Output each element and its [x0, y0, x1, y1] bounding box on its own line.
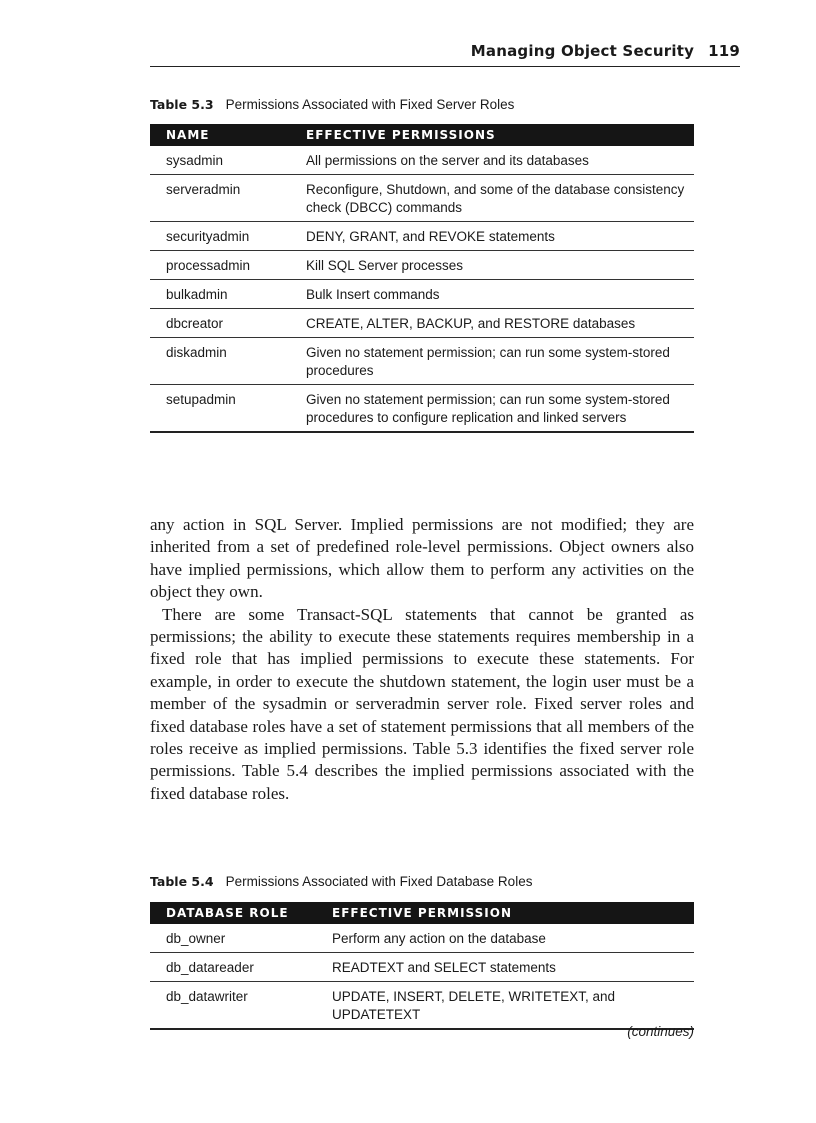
table-5-3-label: Table 5.3	[150, 97, 214, 112]
table-row	[150, 924, 694, 953]
role-permission: Kill SQL Server processes	[290, 251, 694, 280]
role-permission: UPDATE, INSERT, DELETE, WRITETEXT, and UPDATETEXT	[316, 982, 694, 1030]
role-name: dbcreator	[150, 309, 290, 338]
column-header-permission: EFFECTIVE PERMISSION	[316, 902, 694, 924]
body-paragraph: There are some Transact-SQL statements that cannot be granted as permissions; the ability to execute these statements requires membership in a fixed role that has implied permissions to execute these statements. For example, in order to execute the shutdown statement, the login user must be a member of the sysadmin or serveradmin server role. Fixed server roles and fixed database roles have a set of statement permissions that all members of the roles receive as implied permissions. Table 5.3 identifies the fixed server role permissions. Table 5.4 describes the implied permissions associated with the fixed database roles.	[150, 604, 694, 803]
role-permission: READTEXT and SELECT statements	[316, 953, 694, 982]
column-header-database-role: DATABASE ROLE	[150, 902, 316, 924]
table-row	[150, 309, 694, 338]
body-paragraph: any action in SQL Server. Implied permissions are not modified; they are inherited from a set of predefined role-level permissions. Object owners also have implied permissions, which allow them to perform any activities on the object they own.	[150, 515, 694, 602]
header-title: Managing Object Security	[470, 42, 695, 60]
table-row	[150, 953, 694, 982]
role-name: diskadmin	[150, 338, 290, 385]
body-text	[150, 514, 694, 805]
role-name: processadmin	[150, 251, 290, 280]
column-header-name: NAME	[150, 124, 290, 146]
table-row	[150, 175, 694, 222]
column-header-permissions: EFFECTIVE PERMISSIONS	[290, 124, 694, 146]
role-permission: Given no statement permission; can run some system-stored procedures to configure replication and linked servers	[290, 385, 694, 433]
continues-note: (continues)	[627, 1024, 694, 1039]
table-5-3-title: Permissions Associated with Fixed Server Roles	[225, 97, 515, 112]
table-5-4	[150, 902, 694, 1030]
table-row	[150, 982, 694, 1030]
table-row	[150, 146, 694, 175]
running-header	[150, 40, 740, 67]
role-permission: CREATE, ALTER, BACKUP, and RESTORE databases	[290, 309, 694, 338]
role-permission: All permissions on the server and its databases	[290, 146, 694, 175]
role-name: db_datawriter	[150, 982, 316, 1030]
table-header-row	[150, 902, 694, 924]
role-permission: DENY, GRANT, and REVOKE statements	[290, 222, 694, 251]
role-name: bulkadmin	[150, 280, 290, 309]
table-row	[150, 338, 694, 385]
role-name: sysadmin	[150, 146, 290, 175]
role-name: db_datareader	[150, 953, 316, 982]
role-permission: Reconfigure, Shutdown, and some of the database consistency check (DBCC) commands	[290, 175, 694, 222]
table-5-4-caption	[150, 873, 532, 891]
role-name: setupadmin	[150, 385, 290, 433]
table-row	[150, 251, 694, 280]
page-number: 119	[708, 42, 740, 60]
role-name: serveradmin	[150, 175, 290, 222]
table-5-4-label: Table 5.4	[150, 874, 214, 889]
table-header-row	[150, 124, 694, 146]
role-name: db_owner	[150, 924, 316, 953]
table-5-3	[150, 124, 694, 433]
table-5-4-title: Permissions Associated with Fixed Database Roles	[225, 874, 533, 889]
table-row	[150, 280, 694, 309]
table-row	[150, 222, 694, 251]
role-name: securityadmin	[150, 222, 290, 251]
role-permission: Bulk Insert commands	[290, 280, 694, 309]
table-5-3-caption	[150, 96, 514, 114]
role-permission: Given no statement permission; can run some system-stored procedures	[290, 338, 694, 385]
table-row	[150, 385, 694, 433]
role-permission: Perform any action on the database	[316, 924, 694, 953]
